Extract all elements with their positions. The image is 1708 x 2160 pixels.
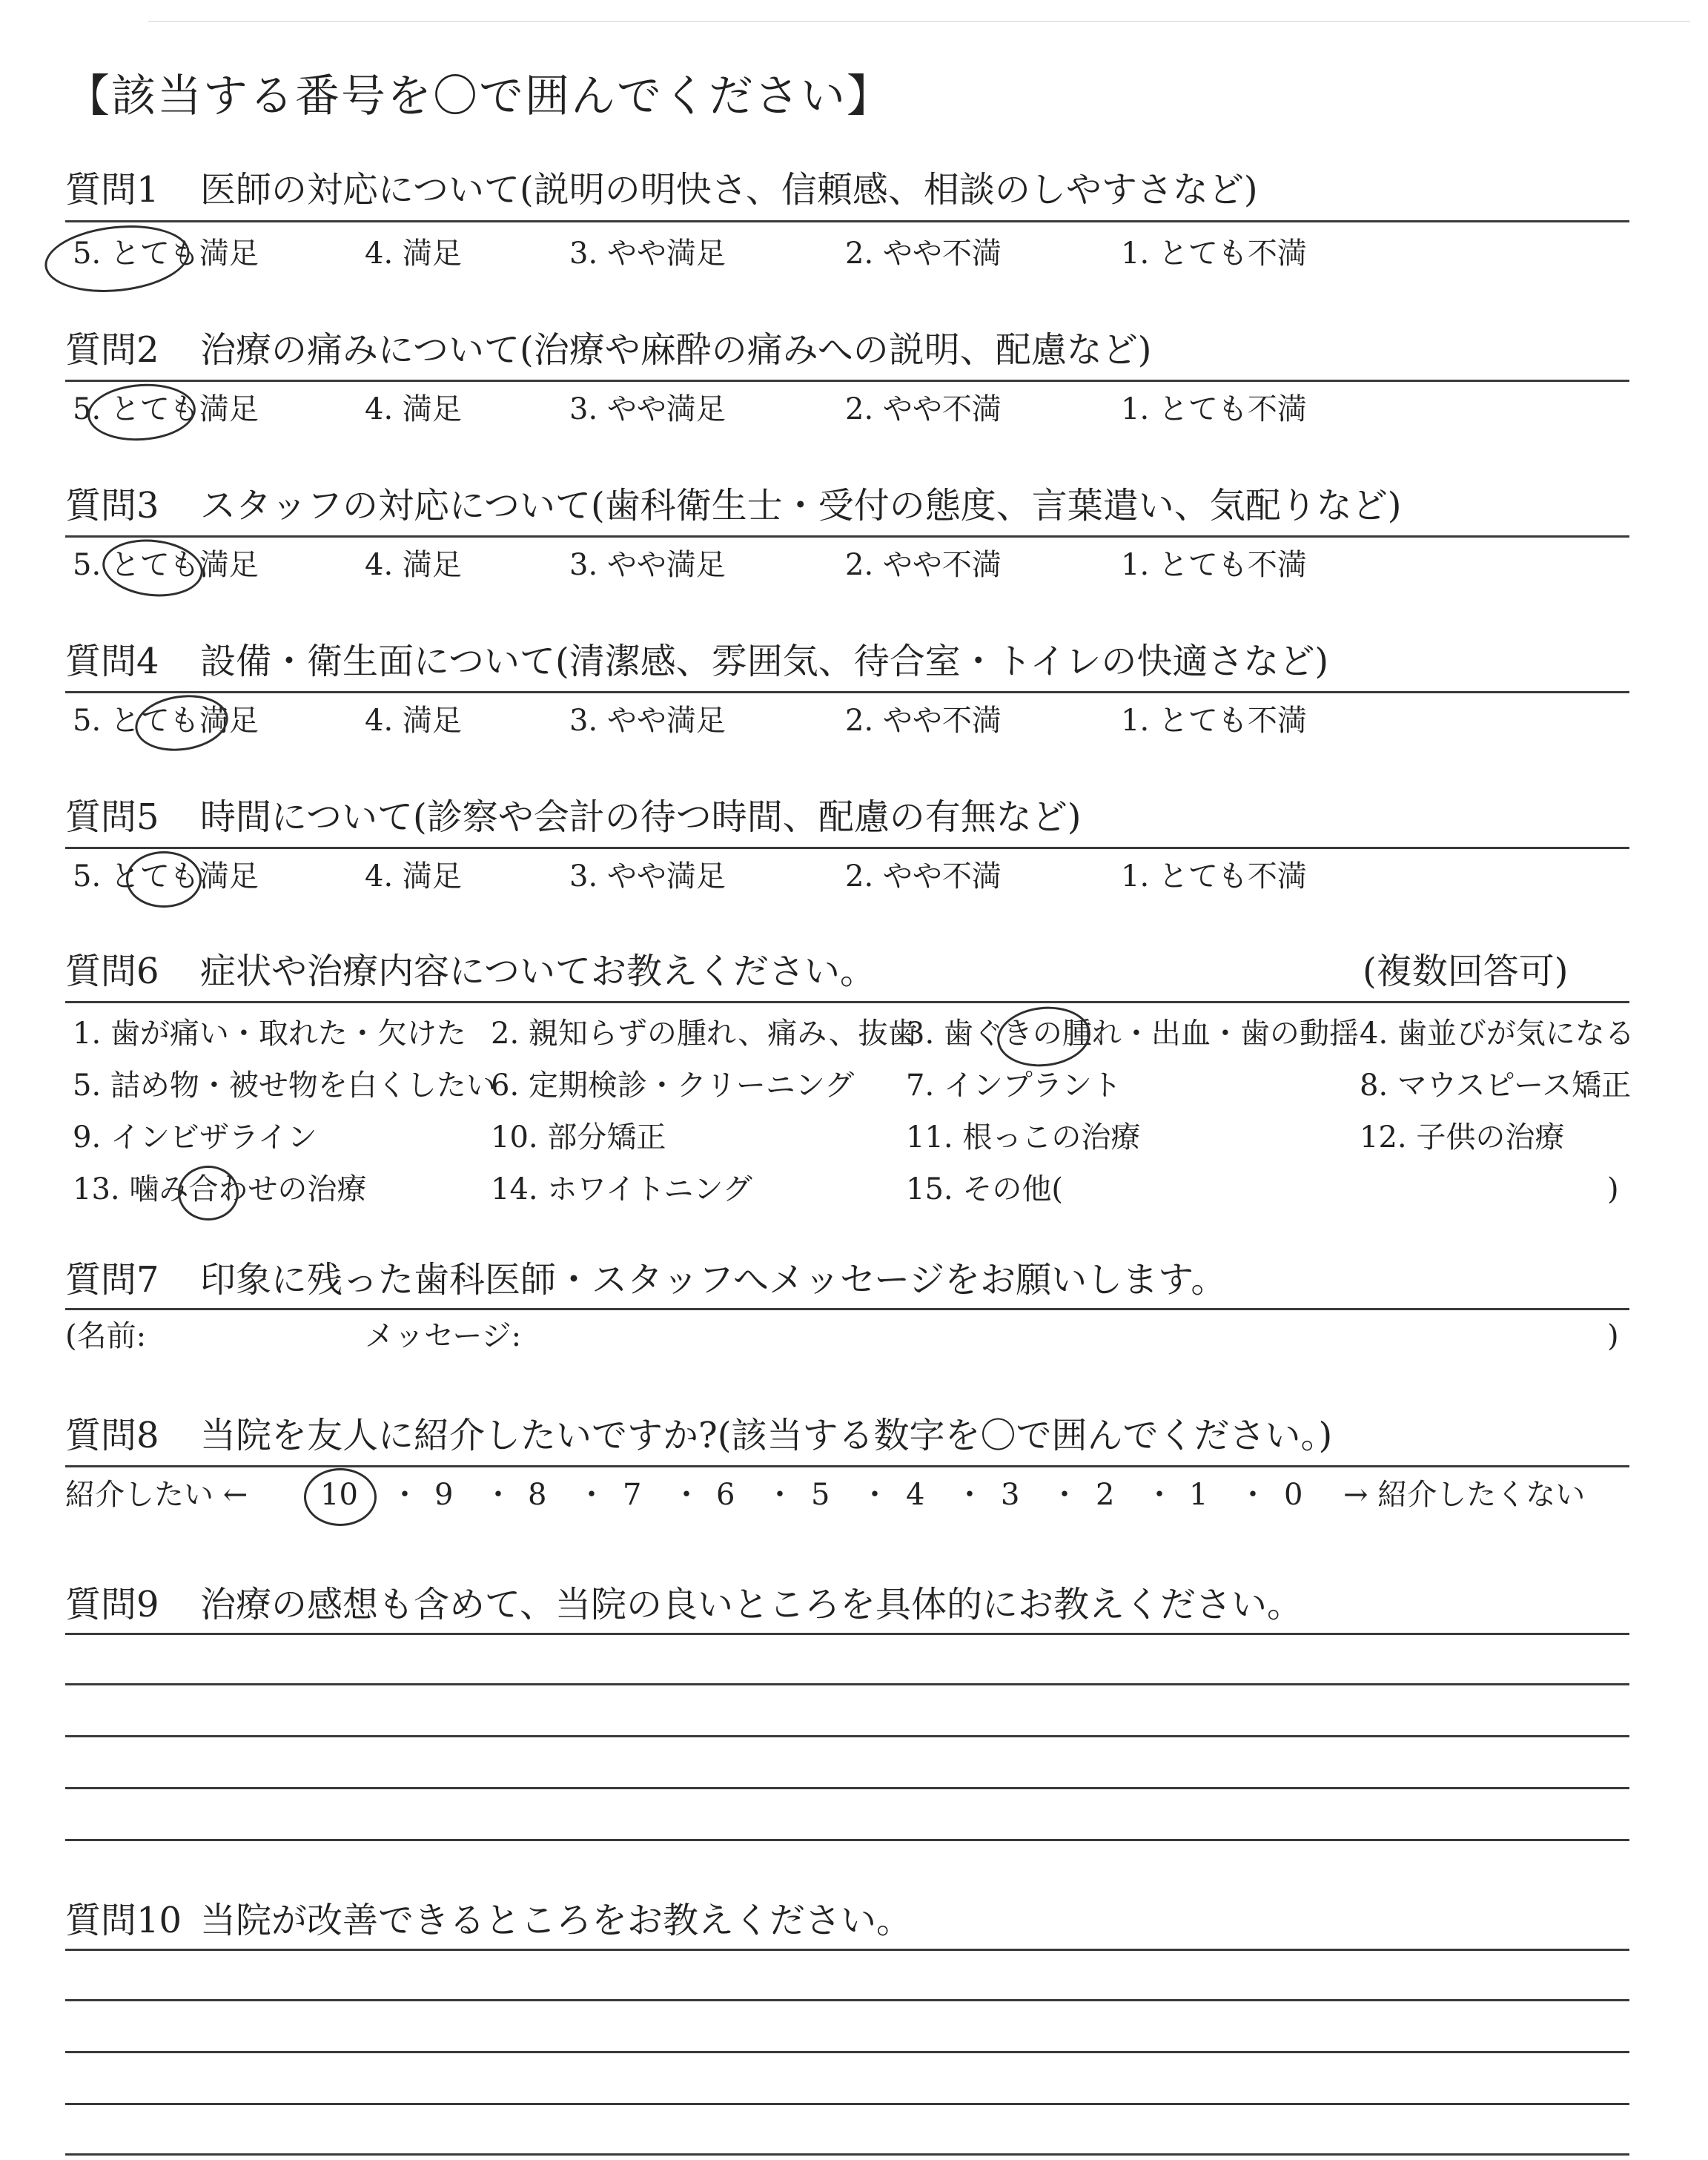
q1-rule <box>65 220 1629 222</box>
q5-title: 時間について(診察や会計の待つ時間、配慮の有無など) <box>200 796 1082 838</box>
q1-option-4[interactable]: 4. 満足 <box>365 237 462 271</box>
q9-answer-line[interactable] <box>65 1683 1629 1685</box>
q8-score-6[interactable]: 6 <box>716 1478 735 1512</box>
q4-label: 質問4 <box>65 641 159 682</box>
q10-answer-line[interactable] <box>65 2103 1629 2105</box>
q2-option-4[interactable]: 4. 満足 <box>365 392 462 426</box>
q1-title: 医師の対応について(説明の明快さ、信頼感、相談のしやすさなど) <box>200 169 1258 211</box>
q5-option-2[interactable]: 2. やや不満 <box>845 859 1002 894</box>
q8-dot: ・ <box>390 1478 420 1512</box>
q1-option-5[interactable]: 5. とても満足 <box>73 237 259 271</box>
q7-label: 質問7 <box>65 1259 159 1301</box>
q6-option-5[interactable]: 5. 詰め物・被せ物を白くしたい <box>73 1069 496 1103</box>
q6-option-12[interactable]: 12. 子供の治療 <box>1360 1120 1565 1155</box>
q10-answer-line[interactable] <box>65 1949 1629 1951</box>
q4-title: 設備・衛生面について(清潔感、雰囲気、待合室・トイレの快適さなど) <box>200 641 1329 682</box>
q4-option-3[interactable]: 3. やや満足 <box>569 704 726 738</box>
q3-option-4[interactable]: 4. 満足 <box>365 548 462 582</box>
q6-option-8[interactable]: 8. マウスピース矯正 <box>1360 1069 1632 1103</box>
q6-option-6[interactable]: 6. 定期検診・クリーニング <box>491 1069 855 1103</box>
q1-option-3[interactable]: 3. やや満足 <box>569 237 726 271</box>
q7-name-label: (名前: <box>65 1319 147 1353</box>
q4-option-1[interactable]: 1. とても不満 <box>1121 704 1307 738</box>
q6-option-14[interactable]: 14. ホワイトニング <box>491 1172 752 1206</box>
q6-option-3[interactable]: 3. 歯ぐきの腫れ・出血・歯の動揺 <box>906 1017 1359 1051</box>
q6-option-13[interactable]: 13. 噛み合わせの治療 <box>73 1172 367 1206</box>
q8-dot: ・ <box>1050 1478 1079 1512</box>
q8-title: 当院を友人に紹介したいですか?(該当する数字を〇で囲んでください。) <box>200 1415 1333 1456</box>
q2-title: 治療の痛みについて(治療や麻酔の痛みへの説明、配慮など) <box>200 329 1152 371</box>
q10-label: 質問10 <box>65 1900 182 1941</box>
q4-rule <box>65 691 1629 693</box>
q7-message-label: メッセージ: <box>365 1319 522 1353</box>
q3-option-1[interactable]: 1. とても不満 <box>1121 548 1307 582</box>
q8-dot: ・ <box>1238 1478 1268 1512</box>
q3-title: スタッフの対応について(歯科衛生士・受付の態度、言葉遣い、気配りなど) <box>200 485 1402 526</box>
q3-option-2[interactable]: 2. やや不満 <box>845 548 1002 582</box>
q8-dot: ・ <box>1145 1478 1174 1512</box>
q2-option-5[interactable]: 5. とても満足 <box>73 392 259 426</box>
q8-score-10[interactable]: 10 <box>320 1478 358 1512</box>
q8-score-5[interactable]: 5 <box>811 1478 830 1512</box>
q1-label: 質問1 <box>65 169 159 211</box>
q2-option-1[interactable]: 1. とても不満 <box>1121 392 1307 426</box>
q8-dot: ・ <box>955 1478 984 1512</box>
q3-option-3[interactable]: 3. やや満足 <box>569 548 726 582</box>
q10-answer-line[interactable] <box>65 2153 1629 2156</box>
q6-label: 質問6 <box>65 951 159 992</box>
q8-score-0[interactable]: 0 <box>1284 1478 1303 1512</box>
q2-label: 質問2 <box>65 329 159 371</box>
q9-answer-line[interactable] <box>65 1633 1629 1635</box>
q6-option-15[interactable]: 15. その他( <box>906 1172 1063 1206</box>
q5-label: 質問5 <box>65 796 159 838</box>
q3-option-5[interactable]: 5. とても満足 <box>73 548 259 582</box>
q6-option-9[interactable]: 9. インビザライン <box>73 1120 317 1155</box>
q9-answer-line[interactable] <box>65 1787 1629 1789</box>
q7-title: 印象に残った歯科医師・スタッフへメッセージをお願いします。 <box>200 1259 1227 1301</box>
q2-option-3[interactable]: 3. やや満足 <box>569 392 726 426</box>
q9-answer-line[interactable] <box>65 1735 1629 1737</box>
q3-label: 質問3 <box>65 485 159 526</box>
q7-rule <box>65 1308 1629 1310</box>
q8-dot: ・ <box>860 1478 890 1512</box>
q9-label: 質問9 <box>65 1584 159 1625</box>
q8-score-8[interactable]: 8 <box>528 1478 547 1512</box>
q6-other-close-paren: ) <box>1607 1172 1619 1206</box>
page-header: 【該当する番号を〇で囲んでください】 <box>65 70 893 122</box>
q8-dot: ・ <box>483 1478 513 1512</box>
q6-option-2[interactable]: 2. 親知らずの腫れ、痛み、抜歯 <box>491 1017 918 1051</box>
q8-score-4[interactable]: 4 <box>906 1478 925 1512</box>
q8-score-2[interactable]: 2 <box>1096 1478 1115 1512</box>
q4-option-4[interactable]: 4. 満足 <box>365 704 462 738</box>
q8-label: 質問8 <box>65 1415 159 1456</box>
q10-answer-line[interactable] <box>65 1999 1629 2001</box>
q8-dot: ・ <box>672 1478 701 1512</box>
q8-rule <box>65 1465 1629 1467</box>
q8-left-label: 紹介したい ← <box>65 1478 248 1512</box>
q1-option-1[interactable]: 1. とても不満 <box>1121 237 1307 271</box>
q4-option-5[interactable]: 5. とても満足 <box>73 704 259 738</box>
q6-option-10[interactable]: 10. 部分矯正 <box>491 1120 666 1155</box>
q8-right-label: → 紹介したくない <box>1343 1478 1586 1512</box>
q9-answer-line[interactable] <box>65 1839 1629 1841</box>
q4-option-2[interactable]: 2. やや不満 <box>845 704 1002 738</box>
scan-edge <box>148 21 1690 22</box>
q3-rule <box>65 535 1629 538</box>
q9-title: 治療の感想も含めて、当院の良いところを具体的にお教えください。 <box>200 1584 1303 1625</box>
q6-note: (複数回答可) <box>1363 951 1569 992</box>
q5-option-3[interactable]: 3. やや満足 <box>569 859 726 894</box>
q8-score-1[interactable]: 1 <box>1189 1478 1208 1512</box>
q5-option-1[interactable]: 1. とても不満 <box>1121 859 1307 894</box>
q6-rule <box>65 1001 1629 1003</box>
q6-option-4[interactable]: 4. 歯並びが気になる <box>1360 1017 1635 1051</box>
q10-answer-line[interactable] <box>65 2051 1629 2053</box>
q6-option-7[interactable]: 7. インプラント <box>906 1069 1122 1103</box>
q8-dot: ・ <box>577 1478 606 1512</box>
q2-rule <box>65 380 1629 382</box>
q2-option-2[interactable]: 2. やや不満 <box>845 392 1002 426</box>
q8-score-7[interactable]: 7 <box>623 1478 642 1512</box>
q8-score-3[interactable]: 3 <box>1001 1478 1020 1512</box>
q5-option-4[interactable]: 4. 満足 <box>365 859 462 894</box>
q8-score-9[interactable]: 9 <box>434 1478 454 1512</box>
q1-option-2[interactable]: 2. やや不満 <box>845 237 1002 271</box>
q5-option-5[interactable]: 5. とても満足 <box>73 859 259 894</box>
q6-option-11[interactable]: 11. 根っこの治療 <box>906 1120 1141 1155</box>
q6-title: 症状や治療内容についてお教えください。 <box>200 951 876 992</box>
q6-option-1[interactable]: 1. 歯が痛い・取れた・欠けた <box>73 1017 466 1051</box>
q5-rule <box>65 847 1629 849</box>
q10-title: 当院が改善できるところをお教えください。 <box>200 1900 913 1941</box>
q7-close-paren: ) <box>1607 1319 1619 1353</box>
q8-dot: ・ <box>765 1478 795 1512</box>
